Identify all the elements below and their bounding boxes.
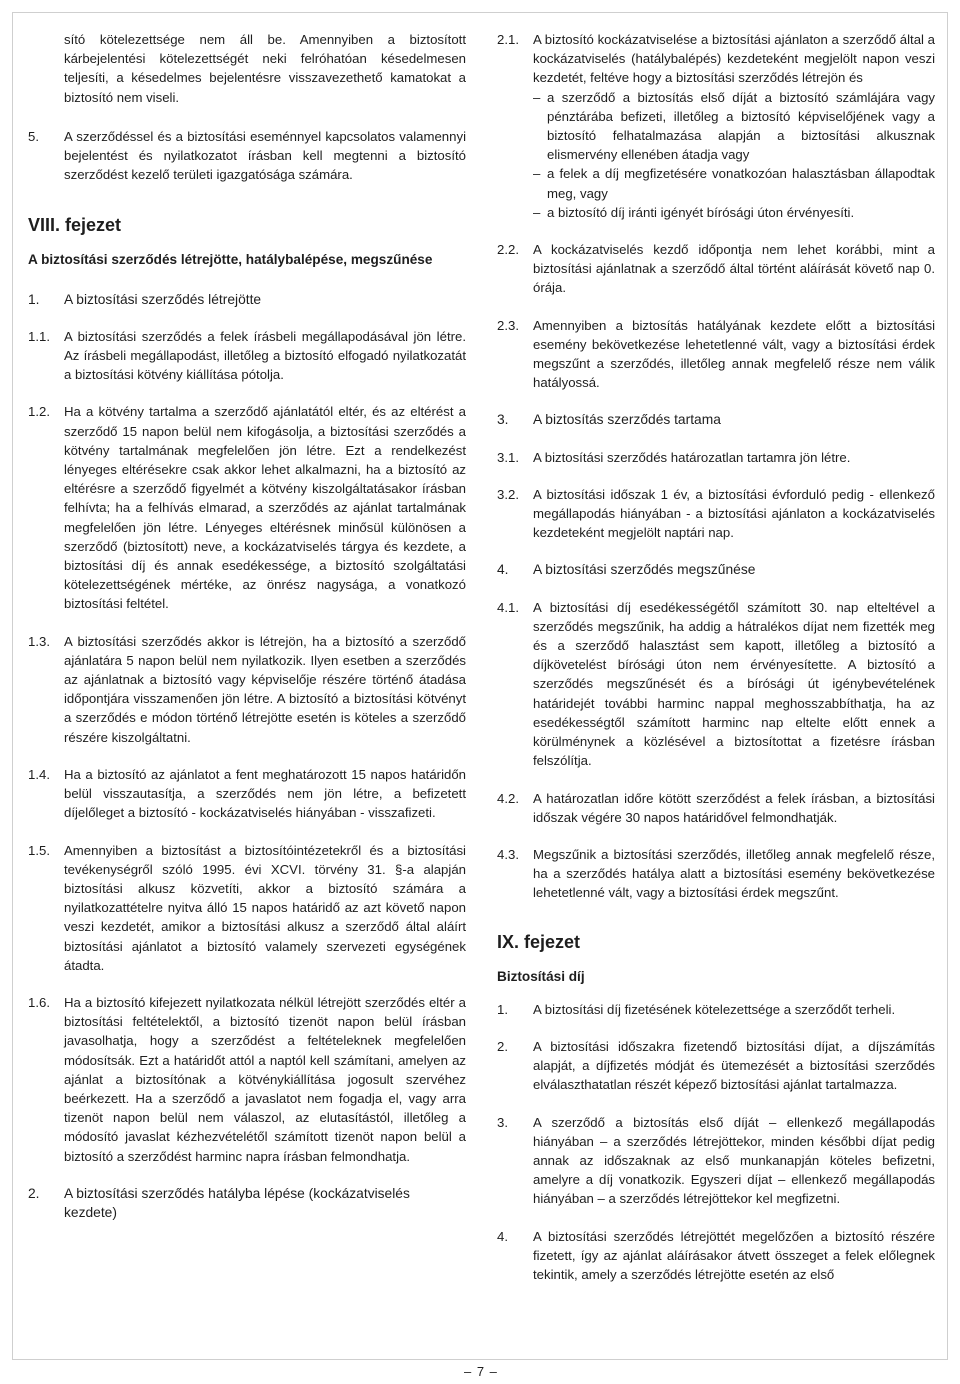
section-title: A biztosítási szerződés megszűnése [533,562,756,578]
right-column [497,30,935,1284]
paragraph-text: Megszűnik a biztosítási szerződés, illetőleg annak megfelelő része, ha a szerződés hatálya alatt a biztosítási esemény bekövetkezése lehetetlenné vált, vagy a biztosítási érdek megszűnt. [533,846,935,901]
dash-item-text: a felek a díj megfizetésére vonatkozóan halasztásban állapodtak meg, vagy [547,166,935,201]
paragraph-number: 1.3. [28,633,50,649]
paragraph-text: A szerződő a biztosítás első díját – ellenkező megállapodás hiányában – a szerződés létrejöttekor, minden későbbi díjat pedig annak az időszaknak az első munkanapján köteles befizetni, amelyre a díj vonatkozik. Egyszeri díjat – ellenkező megállapodás hiányában – a szerződés létrejöttekor kel megfizetni. [533,1114,935,1207]
paragraph-number: 4.2. [497,790,519,806]
paragraph-number: 1. [497,1001,508,1017]
paragraph-number: 3.1. [497,449,519,465]
dash-bullet: – [533,89,541,105]
paragraph-d1 [497,1000,935,1019]
paragraph-1-6 [28,993,466,1166]
paragraph-number: 4.3. [497,846,519,862]
paragraph-1-2 [28,402,466,613]
dash-list-item [533,203,935,222]
paragraph-3-2 [497,485,935,543]
paragraph-continuation [28,30,466,107]
paragraph-text: A biztosítási szerződés a felek írásbeli megállapodásával jön létre. Az írásbeli megállapodást, illetőleg a biztosító elfogadó nyilatkozatát a biztosítási kötvény kiállítása pótolja. [64,328,466,383]
chapter-title: VIII. fejezet [28,215,122,236]
page-number: – 7 – [464,1364,498,1379]
dash-list-item [533,164,935,202]
paragraph-text: A biztosítási díj esedékességétől számított 30. nap elteltével a szerződés megszűnik, ha addig a hátralékos díjat nem fizették meg és a szerződő halasztást sem kapott, illetőleg a biztosító a díjkövetelést bírósági úton nem érvényesítette. A biztosító a szerződés megszűnését és a bírósági út igénybevételének határidejét további harminc nappal meghosszabbíthatja, ha az esedékességtől számított harminc nap eltelte előtt ennek a körülménynek a közlésével a biztosítottat a fizetésre írásban felszólítja. [533,599,935,769]
paragraph-number: 4. [497,1228,508,1244]
section-title: A biztosítás szerződés tartama [533,412,721,428]
paragraph-d2 [497,1037,935,1095]
paragraph-number: 1.6. [28,994,50,1010]
paragraph-text: A kockázatviselés kezdő időpontja nem lehet korábbi, mint a biztosítási ajánlatnak a szerződő által történt aláírását követő nap 0. órája. [533,242,935,296]
paragraph-4-3 [497,845,935,903]
section-number: 2. [28,1185,40,1201]
paragraph-number: 1.5. [28,842,50,858]
section-heading-3 [497,410,935,429]
left-column [28,30,466,1240]
paragraph-text: Ha a biztosító kifejezett nyilatkozata nélkül létrejött szerződés eltér a biztosítási feltételektől, a biztosító tizenöt napon belül írásban javasolhatja, hogy a szerződést a feltételeknek megfelelően módosítsák. Ezt a határidőt attól a naptól kell számítani, amelyen az ajánlat a biztosítónak a kötvénykiállítása jogosult szervéhez beérkezett. Ha a szerződő a javaslatot nem fogadja el, vagy arra tizenöt napon belül nem válaszol, az elutasítástól, illetőleg a módosító javaslat kézhezvételétől számított tizenöt napon belül a biztosító a szerződést harminc napra írásban felmondhatja. [64,994,466,1164]
paragraph-number: 1.1. [28,328,50,344]
dash-list-item [533,88,935,165]
paragraph-text: Ha a biztosító az ajánlatot a fent meghatározott 15 napos határidőn belül visszautasítja, a szerződés nem jön létre, a befizetett díjelőleget a biztosító - kockázatviselés hiányában - visszafizeti. [64,766,466,821]
paragraph-1-5 [28,841,466,975]
paragraph-text: A biztosítási időszak 1 év, a biztosítási évforduló pedig - ellenkező megállapodás hiányában - a biztosítási ajánlaton a kockázatviselés kezdeteként megjelölt naptári nap. [533,486,935,541]
paragraph-number: 1.2. [28,404,50,420]
paragraph-1-3 [28,632,466,747]
paragraph-d3 [497,1113,935,1209]
section-heading-4 [497,560,935,579]
paragraph-text: A biztosítási időszakra fizetendő biztosítási díjat, a díjszámítás alapját, a díjfizetés módját és ütemezését a biztosítási szerződés elválaszthatatlan részét képező biztosítási ajánlat tartalmazza. [533,1038,935,1093]
paragraph-text: A biztosítási díj fizetésének kötelezettsége a szerződőt terheli. [533,1001,896,1017]
section-title: A biztosítási szerződés hatályba lépése (kockázatviselés kezdete) [64,1185,410,1220]
paragraph-2-2 [497,240,935,298]
section-number: 3. [497,412,509,428]
paragraph-1-1 [28,327,466,385]
chapter-subtitle: Biztosítási díj [497,968,585,984]
section-number: 4. [497,562,509,578]
section-number: 1. [28,291,40,307]
paragraph-1-4 [28,765,466,823]
paragraph-2-1 [497,30,935,88]
paragraph-text: Amennyiben a biztosítást a biztosítóintézetekről és a biztosítási tevékenységről szóló 1995. évi XCVI. törvény 31. §-a alapján biztosítási alkusz közvetíti, akkor a biztosító számára a nyilatkozattételre nyitva álló 15 napos határidő az azt követő napon veszi kezdetét, amikor a biztosítási alkusz a szerződő által aláírt biztosítási ajánlatot a biztosító valamely szervezeti egységének átadta. [64,842,466,973]
paragraph-number: 2.1. [497,32,519,47]
paragraph-5 [28,127,466,185]
chapter-subtitle: A biztosítási szerződés létrejötte, hatálybalépése, megszűnése [28,252,433,268]
paragraph-4-1 [497,598,935,771]
paragraph-text: sító kötelezettsége nem áll be. Amennyiben a biztosított kárbejelentési kötelezettségét neki felróhatóan késedelmesen teljesíti, a késedelmes bejelentésre visszavezethető kamatokat a biztosító nem viseli. [64,32,466,105]
dash-bullet: – [533,166,541,182]
paragraph-number: 3. [497,1114,508,1130]
paragraph-text: A biztosítási szerződés akkor is létrejön, ha a biztosító a szerződő ajánlatára 5 napon belül nem nyilatkozik. Ilyen esetben a szerződés az ajánlatnak a biztosító vagy képviselője részére történő átadása időpontjára visszamenően jön létre. A biztosító a biztosítási kötvényt a szerződés e módon történő létrejötte esetén is köteles a szerződő részére kiszolgáltatni. [64,633,466,745]
paragraph-number: 3.2. [497,486,519,502]
paragraph-number: 2.3. [497,317,519,333]
paragraph-d4 [497,1227,935,1285]
section-heading-1 [28,290,466,309]
chapter-title: IX. fejezet [497,931,581,952]
paragraph-3-1 [497,448,935,467]
dash-bullet: – [533,204,541,220]
paragraph-number: 2.2. [497,242,519,258]
paragraph-text: Ha a kötvény tartalma a szerződő ajánlatától eltér, és az eltérést a szerződő 15 napon belül nem kifogásolja, a biztosítási szerződés a kötvény tartalmának megfelelően jön létre. Ezt a rendelkezést lényeges eltérésekre csak akkor lehet alkalmazni, ha a biztosító az eltérésre a szerződő figyelmét a kötvény kiszolgáltatásakor írásban felhívta; ha a felhívás elmarad, a szerződés az ajánlat tartalmának megfelelően jön létre. Lényeges eltérésnek minősül különösen a szerződő (biztosított) neve, a kockázatviselés tárgya és kezdete, a biztosítási díj és annak esedékessége, a biztosító szolgáltatási kötelezettségének mértéke, az önrész nagysága, a vonatkozó biztosítási feltétel. [64,404,466,612]
paragraph-number: 4.1. [497,599,519,615]
paragraph-text: A biztosítási szerződés határozatlan tartamra jön létre. [533,449,851,465]
paragraph-text: A biztosító kockázatviselése a biztosítási ajánlaton a szerződő által a kockázatviselés (hatálybalépés) kezdeteként megjelölt napon veszi kezdetét, feltéve hogy a biztosítási szerződés létrejön és [533,32,935,86]
section-title: A biztosítási szerződés létrejötte [64,291,262,307]
paragraph-4-2 [497,789,935,827]
dash-item-text: a szerződő a biztosítás első díját a biztosító számlájára vagy pénztárába befizeti, illetőleg a biztosító képviselőjének vagy a biztosító felhatalmazása alapján a biztosítási alkusznak elismervény ellenében átadja vagy [547,89,935,163]
dash-item-text: a biztosító díj iránti igényét bírósági úton érvényesíti. [547,204,855,220]
paragraph-number: 1.4. [28,766,50,782]
paragraph-text: A biztosítási szerződés létrejöttét megelőzően a biztosító részére fizetett, így az ajánlat aláírásakor átvett összeget a felek előlegnek tekintik, amely a szerződés létrejötte esetén az első [533,1228,935,1282]
paragraph-2-3 [497,316,935,393]
section-heading-2 [28,1184,466,1222]
paragraph-text: A határozatlan időre kötött szerződést a felek írásban, a biztosítási időszak végére 30 napos határidővel felmondhatják. [533,790,935,825]
paragraph-text: A szerződéssel és a biztosítási eseménnyel kapcsolatos valamennyi bejelentést és nyilatkozatot írásban kell megtenni a biztosító szerződést kezelő területi igazgatósága számára. [64,128,466,183]
paragraph-number: 5. [28,128,39,144]
paragraph-number: 2. [497,1038,508,1054]
paragraph-text: Amennyiben a biztosítás hatályának kezdete előtt a biztosítási esemény bekövetkezése lehetetlenné vált, vagy a biztosítási érdek megszűnt a szerződés, illetőleg annak megfelelő része nem válik hatályossá. [533,317,935,391]
